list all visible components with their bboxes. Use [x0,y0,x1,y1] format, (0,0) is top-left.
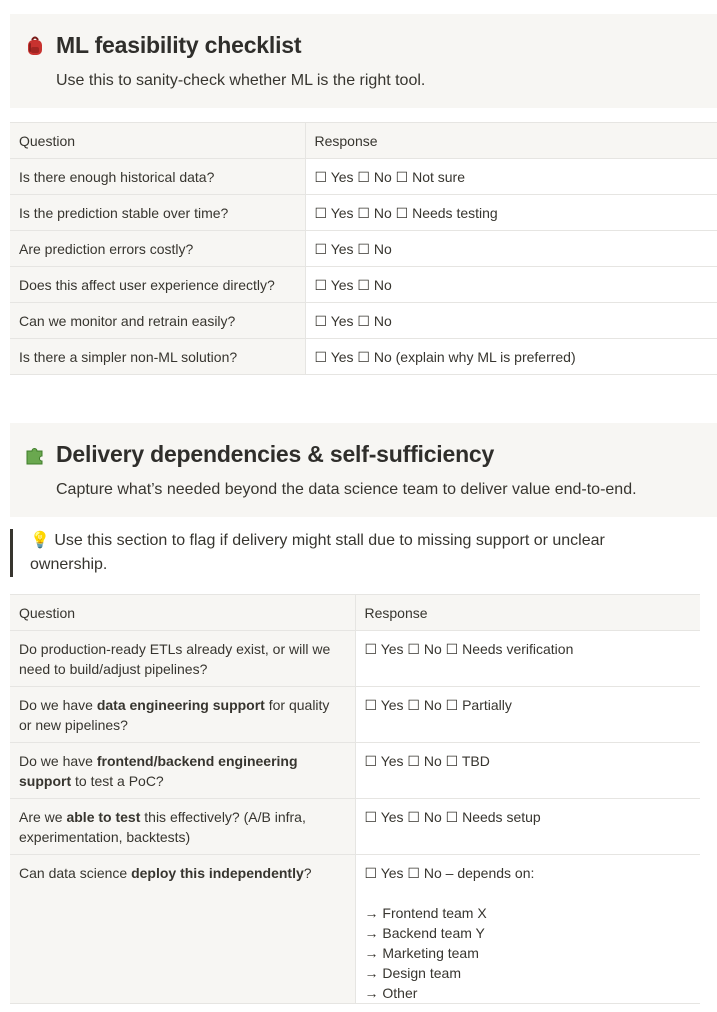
response-options[interactable]: ☐ Yes ☐ No ☐ Needs verification [364,641,574,657]
feasibility-heading-row [24,32,301,59]
question-text: Do we have [19,697,97,713]
question-cell: Can we monitor and retrain easily? [10,303,305,339]
table-row [10,687,700,743]
table-header-row [10,595,700,631]
quote-text: Use this section to flag if delivery might stall due to missing support or unclear ownership. [30,532,605,573]
question-cell [10,631,355,687]
question-text: Can data science [19,865,132,881]
dependency-item: → Frontend team X [364,905,487,921]
dependency-item: → Marketing team [364,945,479,961]
backpack-icon [24,35,46,57]
response-options[interactable]: ☐ Yes ☐ No ☐ Needs setup [364,809,541,825]
lightbulb-icon: 💡 [30,532,50,549]
question-text: ? [303,865,312,881]
response-cell[interactable] [355,799,700,855]
column-header-question: Question [10,595,355,631]
feasibility-table [10,122,717,375]
feasibility-subtitle: Use this to sanity-check whether ML is the right tool. [56,72,426,89]
question-cell: Are prediction errors costly? [10,231,305,267]
response-cell[interactable] [355,743,700,799]
response-options[interactable]: ☐ Yes ☐ No ☐ Partially [364,697,512,713]
spacer [365,883,692,903]
column-header-response: Response [355,595,700,631]
question-cell [10,743,355,799]
response-cell[interactable]: ☐ Yes ☐ No (explain why ML is preferred) [305,339,717,375]
puzzle-icon [24,444,46,466]
question-cell: Does this affect user experience directly? [10,267,305,303]
table-row [10,799,700,855]
table-row [10,303,717,339]
response-cell[interactable]: ☐ Yes ☐ No ☐ Not sure [305,159,717,195]
dependencies-callout [10,423,717,517]
table-row [10,159,717,195]
table-row [10,339,717,375]
dependency-item: → Backend team Y [364,925,485,941]
dependencies-subtitle: Capture what’s needed beyond the data science team to deliver value end-to-end. [56,481,637,498]
response-options[interactable]: ☐ Yes ☐ No ☐ TBD [364,753,490,769]
question-text: Do we have [19,753,97,769]
section-title: Delivery dependencies & self-sufficiency [56,441,495,467]
feasibility-callout [10,14,717,108]
question-cell [10,687,355,743]
dependency-item: → Design team [364,965,461,981]
response-cell[interactable] [355,631,700,687]
table-header-row [10,123,717,159]
response-cell[interactable]: ☐ Yes ☐ No [305,303,717,339]
warning-quote [10,529,670,577]
column-header-response: Response [305,123,717,159]
question-emphasis: deploy this independently [131,865,304,881]
question-cell [10,855,355,1004]
page-title: ML feasibility checklist [56,32,302,58]
response-cell[interactable] [355,687,700,743]
question-text: this effectively? (A/B infra, experimentation, backtests) [19,809,306,845]
question-cell: Is the prediction stable over time? [10,195,305,231]
question-emphasis: data engineering support [96,697,265,713]
dependencies-table [10,594,700,1004]
question-text: for quality or new pipelines? [19,697,330,733]
table-row [10,231,717,267]
question-cell: Is there enough historical data? [10,159,305,195]
table-row [10,195,717,231]
question-cell: Is there a simpler non-ML solution? [10,339,305,375]
response-options[interactable]: ☐ Yes ☐ No – depends on: [364,865,535,881]
table-row [10,631,700,687]
response-cell[interactable]: ☐ Yes ☐ No [305,267,717,303]
question-emphasis: able to test [66,809,141,825]
dependency-item: → Other [364,985,418,1001]
response-cell[interactable]: ☐ Yes ☐ No ☐ Needs testing [305,195,717,231]
table-row [10,267,717,303]
column-header-question: Question [10,123,305,159]
table-row [10,855,700,1004]
response-cell[interactable]: ☐ Yes ☐ No [305,231,717,267]
question-text: to test a PoC? [71,773,164,789]
question-text: Do production-ready ETLs already exist, or will we need to build/adjust pipelines? [19,641,331,677]
question-emphasis: frontend/backend engineering support [19,753,298,789]
table-row [10,743,700,799]
dependencies-heading-row [24,441,494,468]
response-cell[interactable] [355,855,700,1004]
question-cell [10,799,355,855]
question-text: Are we [19,809,67,825]
